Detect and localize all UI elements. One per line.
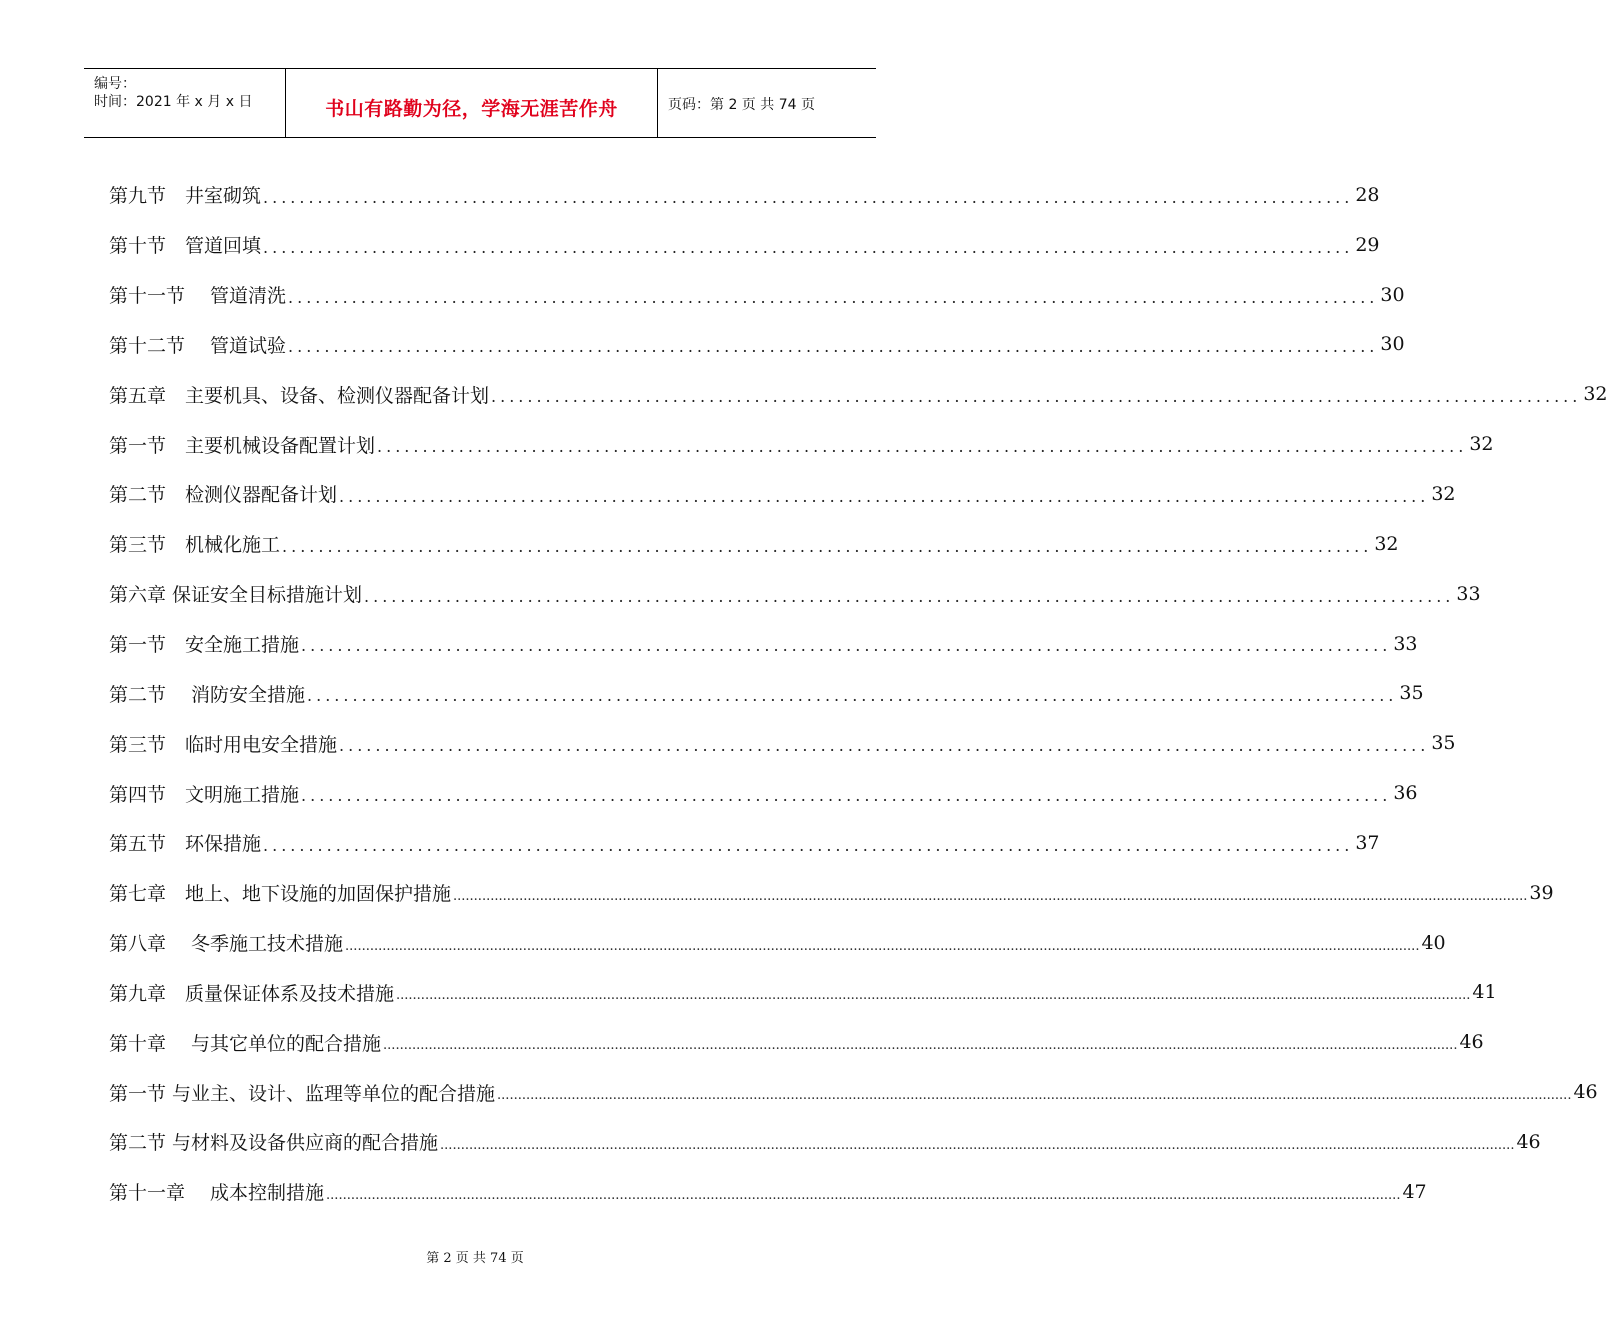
toc-page-number: 46 — [1516, 1130, 1541, 1153]
toc-entry[interactable] — [109, 1167, 1427, 1217]
toc-entry[interactable] — [109, 419, 1494, 469]
toc-entry[interactable] — [109, 320, 1405, 370]
toc-dot-leader: ........................................................................................................................ — [263, 237, 1354, 257]
toc-entry[interactable] — [109, 718, 1456, 768]
header-meta-cell — [84, 69, 286, 137]
toc-page-number: 32 — [1583, 383, 1608, 406]
toc-dot-leader: .................................................................................................................................................................................................................................................................... — [396, 988, 1471, 1004]
toc-dot-leader: .................................................................................................................................................................................................................................................................... — [497, 1088, 1572, 1104]
toc-page-number: 29 — [1355, 233, 1380, 256]
toc-entry-title: 第二节 与材料及设备供应商的配合措施 — [109, 1128, 440, 1155]
toc-dot-leader: ........................................................................................................................ — [288, 337, 1379, 357]
toc-dot-leader: .................................................................................................................................................................................................................................................................... — [345, 938, 1420, 954]
toc-page-number: 30 — [1380, 283, 1405, 306]
toc-entry[interactable] — [109, 668, 1424, 718]
toc-entry-title: 第九节 井室砌筑 — [109, 181, 263, 208]
toc-entry[interactable] — [109, 519, 1399, 569]
toc-dot-leader: ........................................................................................................................ — [301, 636, 1392, 656]
toc-entry-title: 第七章 地上、地下设施的加固保护措施 — [109, 879, 453, 906]
header-motto: 书山有路勤为径，学海无涯苦作舟 — [325, 98, 618, 120]
toc-entry-title: 第一节 与业主、设计、监理等单位的配合措施 — [109, 1079, 497, 1106]
toc-dot-leader: ........................................................................................................................ — [339, 736, 1430, 756]
toc-entry[interactable] — [109, 768, 1418, 818]
toc-entry[interactable] — [109, 369, 1608, 419]
toc-entry[interactable] — [109, 170, 1380, 220]
toc-page-number: 46 — [1459, 1031, 1484, 1054]
toc-entry-title: 第十一节 管道清洗 — [109, 281, 288, 308]
toc-entry-title: 第一节 主要机械设备配置计划 — [109, 431, 377, 458]
toc-page-number: 30 — [1380, 333, 1405, 356]
header-page-cell — [658, 69, 876, 137]
toc-entry[interactable] — [109, 968, 1497, 1018]
toc-dot-leader: .................................................................................................................................................................................................................................................................... — [326, 1187, 1401, 1203]
toc-entry[interactable] — [109, 1017, 1484, 1067]
toc-entry[interactable] — [109, 1117, 1541, 1167]
toc-entry-title: 第十二节 管道试验 — [109, 331, 288, 358]
toc-entry[interactable] — [109, 220, 1380, 270]
toc-entry[interactable] — [109, 569, 1481, 619]
toc-entry-title: 第二节 检测仪器配备计划 — [109, 480, 339, 507]
page-header-table — [84, 68, 876, 138]
toc-dot-leader: ........................................................................................................................ — [288, 287, 1379, 307]
toc-page-number: 39 — [1529, 881, 1554, 904]
toc-dot-leader: ........................................................................................................................ — [307, 686, 1398, 706]
toc-page-number: 32 — [1469, 433, 1494, 456]
table-of-contents — [109, 170, 1608, 1217]
toc-dot-leader: .................................................................................................................................................................................................................................................................... — [440, 1137, 1515, 1153]
toc-entry-title: 第八章 冬季施工技术措施 — [109, 929, 345, 956]
toc-page-number: 35 — [1399, 682, 1424, 705]
toc-page-number: 33 — [1456, 582, 1481, 605]
toc-dot-leader: ........................................................................................................................ — [364, 586, 1455, 606]
toc-dot-leader: .................................................................................................................................................................................................................................................................... — [383, 1038, 1458, 1054]
toc-dot-leader: ........................................................................................................................ — [491, 387, 1582, 407]
toc-dot-leader: ........................................................................................................................ — [339, 486, 1430, 506]
toc-entry-title: 第三节 机械化施工 — [109, 530, 282, 557]
toc-dot-leader: ........................................................................................................................ — [263, 187, 1354, 207]
toc-entry[interactable] — [109, 270, 1405, 320]
toc-entry[interactable] — [109, 918, 1446, 968]
date-label: 时间：2021 年 x 月 x 日 — [94, 94, 253, 110]
toc-dot-leader: ........................................................................................................................ — [263, 835, 1354, 855]
toc-entry-title: 第五章 主要机具、设备、检测仪器配备计划 — [109, 381, 491, 408]
toc-page-number: 28 — [1355, 183, 1380, 206]
toc-page-number: 41 — [1472, 981, 1497, 1004]
header-motto-cell — [286, 69, 658, 137]
toc-entry-title: 第十节 管道回填 — [109, 231, 263, 258]
toc-entry[interactable] — [109, 1067, 1598, 1117]
toc-dot-leader: ........................................................................................................................ — [377, 437, 1468, 457]
toc-dot-leader: ........................................................................................................................ — [282, 536, 1373, 556]
toc-entry-title: 第一节 安全施工措施 — [109, 630, 301, 657]
toc-page-number: 46 — [1573, 1081, 1598, 1104]
toc-entry[interactable] — [109, 868, 1554, 918]
toc-entry-title: 第十章 与其它单位的配合措施 — [109, 1029, 383, 1056]
toc-page-number: 35 — [1431, 732, 1456, 755]
toc-entry[interactable] — [109, 818, 1380, 868]
header-page-info: 页码：第 2 页 共 74 页 — [668, 97, 815, 113]
toc-page-number: 37 — [1355, 831, 1380, 854]
toc-page-number: 33 — [1393, 632, 1418, 655]
toc-entry-title: 第五节 环保措施 — [109, 829, 263, 856]
toc-page-number: 36 — [1393, 782, 1418, 805]
toc-page-number: 32 — [1431, 482, 1456, 505]
toc-page-number: 32 — [1374, 532, 1399, 555]
toc-entry-title: 第三节 临时用电安全措施 — [109, 730, 339, 757]
toc-entry-title: 第九章 质量保证体系及技术措施 — [109, 979, 396, 1006]
toc-entry-title: 第二节 消防安全措施 — [109, 680, 307, 707]
toc-entry-title: 第十一章 成本控制措施 — [109, 1178, 326, 1205]
toc-page-number: 40 — [1421, 931, 1446, 954]
toc-dot-leader: ........................................................................................................................ — [301, 785, 1392, 805]
toc-entry-title: 第四节 文明施工措施 — [109, 780, 301, 807]
toc-entry[interactable] — [109, 469, 1456, 519]
toc-dot-leader: .................................................................................................................................................................................................................................................................... — [453, 888, 1528, 904]
page-footer: 第 2 页 共 74 页 — [426, 1251, 524, 1266]
toc-entry-title: 第六章 保证安全目标措施计划 — [109, 580, 364, 607]
serial-number-label: 编号： — [94, 76, 136, 92]
toc-entry[interactable] — [109, 619, 1418, 669]
toc-page-number: 47 — [1402, 1180, 1427, 1203]
